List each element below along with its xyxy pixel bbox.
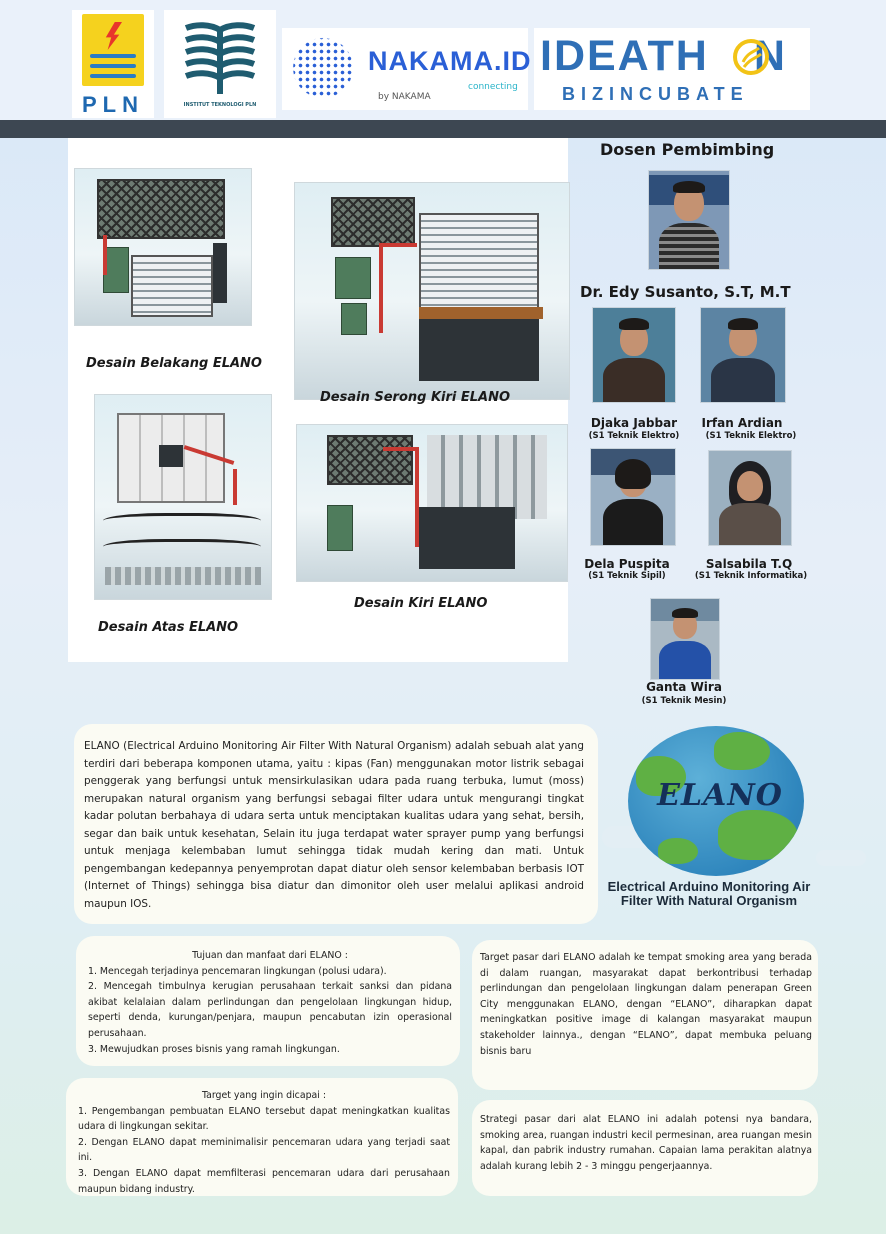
design-top-image bbox=[94, 394, 272, 600]
nakama-dots-icon bbox=[290, 34, 356, 102]
nakama-logo bbox=[282, 28, 532, 110]
member-photo-ganta bbox=[650, 598, 720, 680]
target-capai-item: 2. Dengan ELANO dapat meminimalisir pencemaran udara yang terjadi saat ini. bbox=[78, 1136, 450, 1164]
member-major-salsabila: (S1 Teknik Informatika) bbox=[694, 571, 808, 581]
member-photo-salsabila bbox=[708, 450, 792, 546]
design-back-caption: Desain Belakang ELANO bbox=[86, 356, 262, 371]
ideathon-o-icon bbox=[732, 38, 770, 76]
member-major-ganta: (S1 Teknik Mesin) bbox=[641, 696, 727, 706]
pln-lightning-icon bbox=[82, 14, 144, 86]
tujuan-item: 2. Mencegah timbulnya kerugian perusahaan terkait sanksi dan pidana akibat kelalaian dalam perlindungan dan pengelolaan lingkungan hidup, seperti denda, kurungan/penjara, maupun pencabutan izin operasional perusahaan. bbox=[88, 981, 452, 1039]
ideathon-subtitle: BIZINCUBATE bbox=[562, 84, 749, 104]
itpln-book-icon bbox=[176, 18, 264, 98]
advisor-photo bbox=[648, 170, 730, 270]
nakama-byline: by NAKAMA bbox=[378, 92, 431, 102]
tujuan-card bbox=[76, 936, 460, 1066]
member-name-djaka: Djaka Jabbar bbox=[590, 416, 678, 430]
elano-description-text: ELANO (Electrical Arduino Monitoring Air Filter With Natural Organism) adalah sebuah alat yang terdiri dari beberapa komponen utama, yaitu : kipas (Fan) menggunakan motor listrik sebagai penggerak yang berfungsi untuk mensirkulasikan udara pada ruang terbuka, lumut (moss) merupakan natural organism yang berfungsi sebagai filter udara untuk mengurangi tingkat kadar polutan berbahaya di udara serta untuk menciptakan kualitas udara yang sehat, bersih, segar dan baik untuk kesehatan, Selain itu juga terdapat water sprayer pump yang berfungsi untuk menjaga kelembaban lumut sehingga tidak mudah kering dan mati. Untuk pengembangan kedepannya penyemprotan dapat diatur oleh sensor kelembaban berbasis IOT (Internet of Things) sehingga bisa diatur dan dimonitor oleh user melalui aplikasi android maupun IOS. bbox=[84, 740, 584, 910]
cloud-decoration bbox=[816, 850, 866, 866]
target-capai-item: 1. Pengembangan pembuatan ELANO tersebut dapat meningkatkan kualitas udara di lingkungan sekitar. bbox=[78, 1105, 450, 1133]
elano-globe-icon bbox=[628, 726, 804, 876]
strategi-card bbox=[472, 1100, 818, 1196]
advisor-name: Dr. Edy Susanto, S.T, M.T bbox=[580, 283, 791, 301]
design-panel bbox=[68, 138, 568, 662]
design-back-image bbox=[74, 168, 252, 326]
member-name-irfan: Irfan Ardian bbox=[701, 416, 783, 430]
pln-logo-text: PLN bbox=[82, 92, 144, 117]
target-capai-title: Target yang ingin dicapai : bbox=[201, 1090, 327, 1101]
member-photo-dela bbox=[590, 448, 676, 546]
design-top-caption: Desain Atas ELANO bbox=[98, 620, 239, 635]
elano-logo-caption: Electrical Arduino Monitoring Air Filter With Natural Organism bbox=[607, 879, 811, 908]
member-photo-djaka bbox=[592, 307, 676, 403]
member-name-salsabila: Salsabila T.Q bbox=[705, 557, 793, 571]
ideathon-title: IDEATH N bbox=[540, 32, 787, 80]
design-angle-left-caption: Desain Serong Kiri ELANO bbox=[320, 390, 511, 405]
itpln-logo bbox=[164, 10, 276, 118]
design-left-image bbox=[296, 424, 568, 582]
target-capai-card bbox=[66, 1078, 458, 1196]
target-capai-item: 3. Dengan ELANO dapat memfilterasi pencemaran udara dari perusahaan maupun bidang industry. bbox=[78, 1167, 450, 1195]
strategi-text: Strategi pasar dari alat ELANO ini adalah potensi nya bandara, smoking area, ruangan industri kecil permesinan, area ruangan mesin kapal, dan pabrik industry rumahan. Capaian lama perakitan alatnya adalah kurang lebih 2 - 3 minggu pengerjaannya. bbox=[480, 1114, 812, 1172]
header-divider-band bbox=[0, 120, 886, 138]
advisor-heading: Dosen Pembimbing bbox=[600, 140, 775, 159]
elano-globe-text: ELANO bbox=[657, 778, 783, 813]
tujuan-item: 1. Mencegah terjadinya pencemaran lingkungan (polusi udara). bbox=[88, 965, 387, 977]
member-photo-irfan bbox=[700, 307, 786, 403]
member-major-irfan: (S1 Teknik Elektro) bbox=[705, 431, 797, 441]
nakama-tagline: connecting bbox=[468, 82, 518, 92]
ideathon-logo bbox=[534, 28, 810, 110]
pln-logo bbox=[72, 10, 154, 118]
target-pasar-text: Target pasar dari ELANO adalah ke tempat smoking area yang berada di dalam ruangan, masyarakat dapat berkontribusi terhadap perlindungan dan pengelolaan lingkungan dalam penerapan Green City menggunakan ELANO, dengan “ELANO”, diharapkan dapat meningkatkan positive image di kalangan masyarakat maupun stakeholder lainnya., dengan “ELANO”, dapat membuka peluang bisnis baru bbox=[480, 952, 812, 1057]
nakama-title: NAKAMA.ID bbox=[368, 46, 532, 76]
member-major-djaka: (S1 Teknik Elektro) bbox=[588, 431, 680, 441]
elano-description-card bbox=[74, 724, 598, 924]
member-name-dela: Dela Puspita bbox=[584, 557, 670, 571]
itpln-logo-text: INSTITUT TEKNOLOGI PLN bbox=[183, 102, 257, 108]
tujuan-item: 3. Mewujudkan proses bisnis yang ramah lingkungan. bbox=[88, 1043, 340, 1055]
design-angle-left-image bbox=[294, 182, 570, 400]
member-major-dela: (S1 Teknik Sipil) bbox=[588, 571, 666, 581]
tujuan-title: Tujuan dan manfaat dari ELANO : bbox=[192, 950, 348, 961]
design-left-caption: Desain Kiri ELANO bbox=[354, 596, 488, 611]
member-name-ganta: Ganta Wira bbox=[646, 680, 722, 694]
target-pasar-card bbox=[472, 940, 818, 1090]
